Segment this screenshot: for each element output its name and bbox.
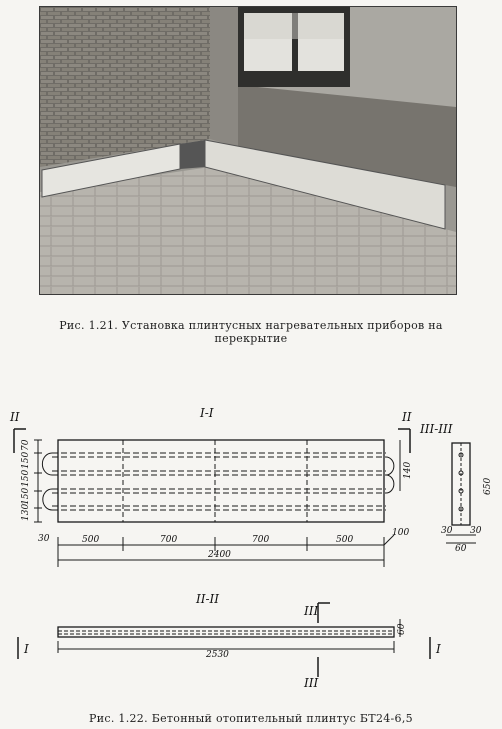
section-title-3: III-III [420, 422, 453, 436]
baseboard-drawing [0, 395, 502, 695]
heating-pipes [52, 453, 386, 510]
figure-121-caption [24, 319, 478, 345]
dim-150-c: 150 [21, 487, 31, 505]
dim-500-a: 500 [82, 535, 100, 545]
dim-130: 130 [21, 503, 31, 521]
plan-view-outline [58, 627, 394, 637]
dim-side-30-a: 30 [441, 526, 453, 536]
dim-700-b: 700 [252, 535, 270, 545]
figure-121-caption-line-1: Рис. 1.21. Установка плинтусных нагревательных приборов на [59, 319, 443, 332]
dim-100: 100 [392, 528, 410, 538]
section-title-1: I-I [200, 406, 214, 420]
dim-side-60: 60 [455, 544, 467, 554]
cut-mark-left: II [10, 410, 20, 424]
section-title-2: II-II [196, 592, 220, 606]
dim-2530: 2530 [206, 650, 229, 660]
dim-60-plan: 60 [397, 623, 407, 635]
figure-122-caption: Рис. 1.22. Бетонный отопительный плинтус БТ24-6,5 [89, 712, 413, 725]
dim-70: 70 [21, 439, 31, 451]
plan-mark-bottom: III [304, 676, 319, 690]
dim-700-a: 700 [160, 535, 178, 545]
plan-mark-top: III [304, 604, 319, 618]
dim-2400: 2400 [208, 550, 231, 560]
figure-121-caption-line-2: перекрытие [214, 332, 288, 345]
dim-side-30-b: 30 [470, 526, 482, 536]
dim-140: 140 [403, 461, 413, 479]
cut-mark-right: II [402, 410, 412, 424]
installation-photo [39, 6, 457, 295]
dim-650: 650 [483, 477, 493, 495]
dim-500-b: 500 [336, 535, 354, 545]
dim-30-left: 30 [38, 534, 50, 544]
plan-mark-left: I [24, 642, 29, 656]
room-photo-illustration [40, 7, 456, 294]
dim-150-b: 150 [21, 469, 31, 487]
dim-150-a: 150 [21, 451, 31, 469]
plan-mark-right: I [436, 642, 441, 656]
